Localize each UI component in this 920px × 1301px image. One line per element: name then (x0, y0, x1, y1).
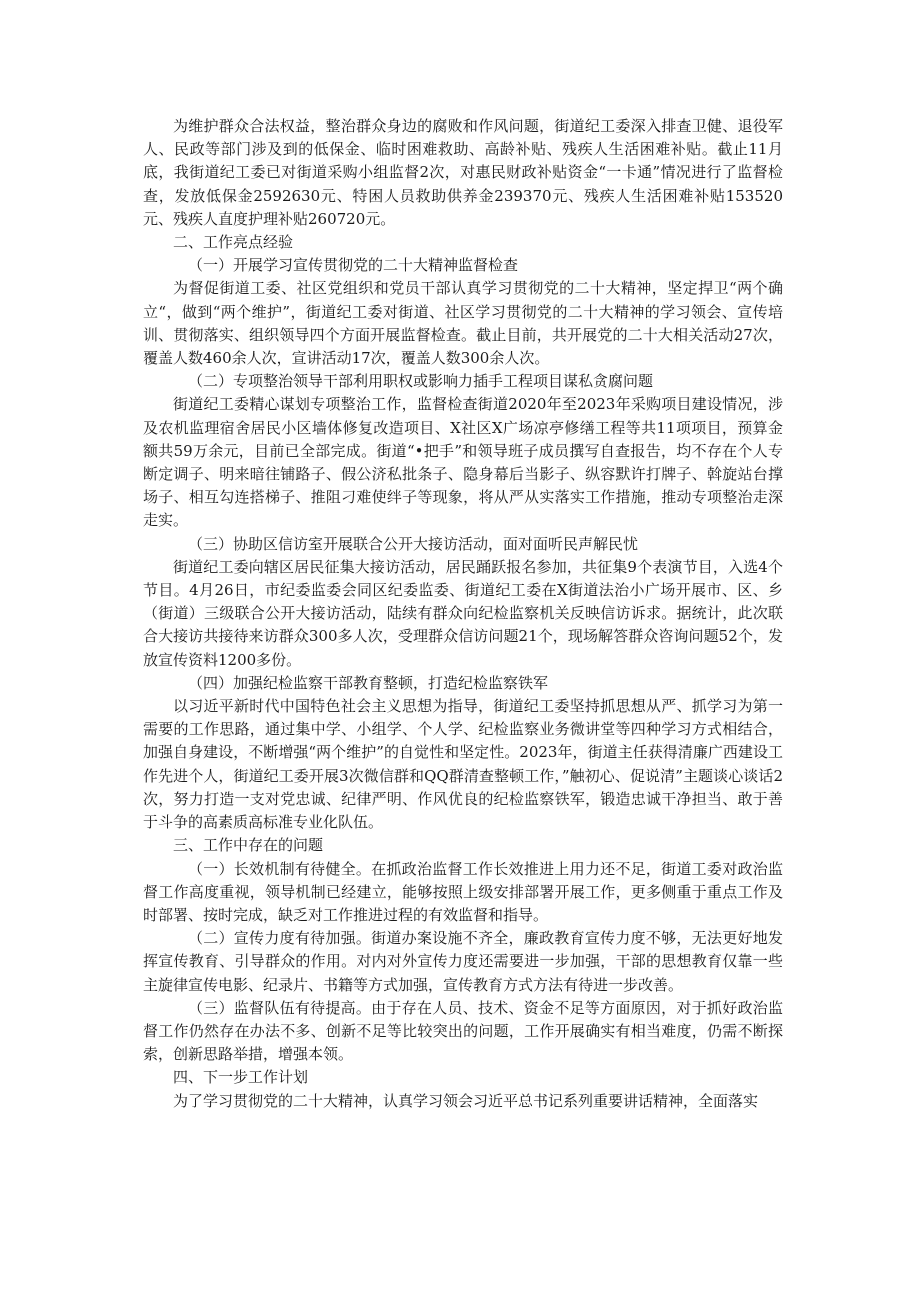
subsection-heading: （三）协助区信访室开展联合公开大接访活动，面对面听民声解民忧 (188, 534, 639, 553)
body-paragraph: 以习近平新时代中国特色社会主义思想为指导，街道纪工委坚持抓思想从严、抓学习为第一需要的工作思路，通过集中学、小组学、个人学、纪检监察业务微讲堂等四种学习方式相结合，加强自身建设，不断增强“两个维护”的自觉性和坚定性。2023年，街道主任获得清廉广西建设工作先进个人，街道纪工委开展3次微信群和QQ群清查整顿工作，”触初心、促说清”主题谈心谈话2次，努力打造一支对党忠诚、纪律严明、作风优良的纪检监察铁军，锻造忠诚干净担当、敢于善于斗争的高素质高标准专业化队伍。 (143, 697, 783, 832)
document-body (143, 115, 783, 1113)
issue-paragraph: （三）监督队伍有待提高。由于存在人员、技术、资金不足等方面原因，对于抓好政治监督工作仍然存在办法不多、创新不足等比较突出的问题，工作开展确实有相当难度，仍需不断探索，创新思路举措，增强本领。 (143, 998, 783, 1064)
body-paragraph: 街道纪工委精心谋划专项整治工作，监督检查街道2020年至2023年采购项目建设情况，涉及农机监理宿舍居民小区墙体修复改造项目、X社区X广场凉亭修缮工程等共11项项目，预算金额共59万余元，目前已全部完成。街道“•把手”和领导班子成员撰写自查报告，均不存在个人专断定调子、明来暗往铺路子、假公济私批条子、隐身幕后当影子、纵容默许打牌子、斡旋站台撑场子、相互勾连搭梯子、推阻刁难使绊子等现象，将从严从实落实工作措施，推动专项整治走深走实。 (143, 395, 783, 530)
body-paragraph: 为了学习贯彻党的二十大精神，认真学习领会习近平总书记系列重要讲话精神，全面落实 (173, 1091, 759, 1110)
subsection-heading: （二）专项整治领导干部利用职权或影响力插手工程项目谋私贪腐问题 (188, 372, 654, 391)
section-heading: 四、下一步工作计划 (173, 1068, 309, 1087)
body-paragraph: 为督促街道工委、社区党组织和党员干部认真学习贯彻党的二十大精神，坚定捍卫“两个确立“，做到“两个维护”，街道纪工委对街道、社区学习贯彻党的二十大精神的学习领会、宣传培训、贯彻落实、组织领导四个方面开展监督检查。截止目前，共开展党的二十大相关活动27次，覆盖人数460余人次，宣讲活动17次，覆盖人数300余人次。 (143, 279, 783, 368)
subsection-heading: （一）开展学习宣传贯彻党的二十大精神监督检查 (188, 256, 519, 275)
issue-paragraph: （二）宣传力度有待加强。街道办案设施不齐全，廉政教育宣传力度不够，无法更好地发挥宣传教育、引导群众的作用。对内对外宣传力度还需要进一步加强，干部的思想教育仅靠一些主旋律宣传电影、纪录片、书籍等方式加强，宣传教育方式方法有待进一步改善。 (143, 929, 783, 994)
body-paragraph: 街道纪工委向辖区居民征集大接访活动，居民踊跃报名参加，共征集9个表演节目，入选4个节目。4月26日，市纪委监委会同区纪委监委、街道纪工委在X街道法治小广场开展市、区、乡（街道）三级联合公开大接访活动，陆续有群众向纪检监察机关反映信访诉求。据统计，此次联合大接访共接待来访群众300多人次，受理群众信访问题21个，现场解答群众咨询问题52个，发放宣传资料1200多份。 (143, 557, 783, 669)
section-heading: 二、工作亮点经验 (173, 233, 294, 252)
section-heading: 三、工作中存在的问题 (173, 836, 324, 855)
subsection-heading: （四）加强纪检监察干部教育整顿，打造纪检监察铁军 (188, 673, 549, 692)
body-paragraph: 为维护群众合法权益，整治群众身边的腐败和作风问题，街道纪工委深入排查卫健、退役军人、民政等部门涉及到的低保金、临时困难救助、高龄补贴、残疾人生活困难补贴。截止11月底，我街道纪工委已对街道采购小组监督2次，对惠民财政补贴资金“一卡通”情况进行了监督检查，发放低保金2592630元、特困人员救助供养金239370元、残疾人生活困难补贴153520元、残疾人直度护理补贴260720元。 (143, 117, 783, 228)
issue-paragraph: （一）长效机制有待健全。在抓政治监督工作长效推进上用力还不足，街道工委对政治监督工作高度重视，领导机制已经建立，能够按照上级安排部署开展工作，更多侧重于重点工作及时部署、按时完成，缺乏对工作推进过程的有效监督和指导。 (143, 859, 783, 924)
